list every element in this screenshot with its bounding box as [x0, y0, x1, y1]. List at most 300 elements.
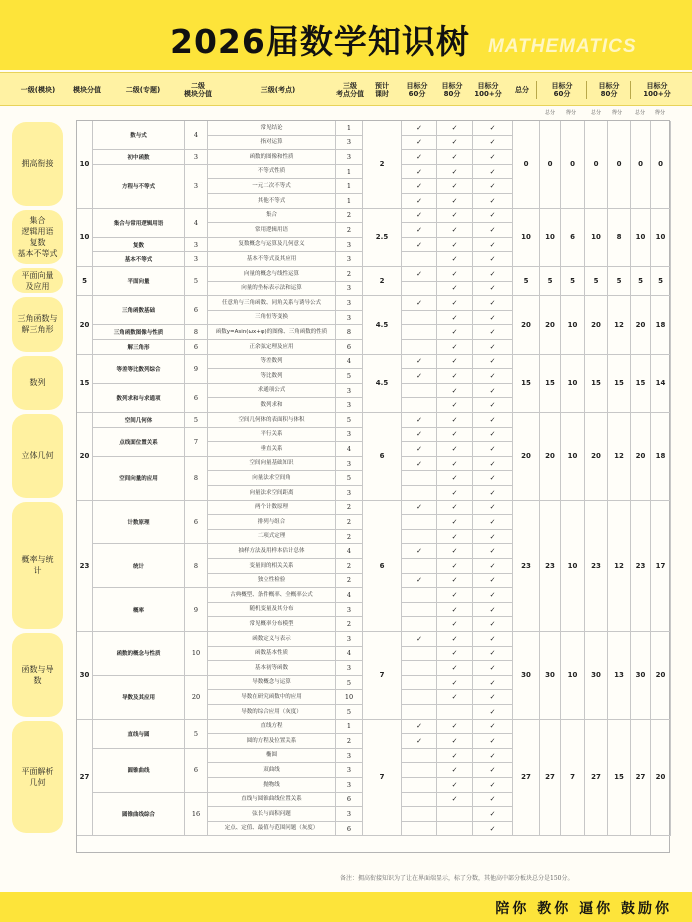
target-check-60[interactable] — [402, 252, 437, 267]
target-check-60[interactable] — [402, 647, 437, 662]
point-score: 4 — [336, 442, 363, 457]
target-check-80[interactable]: ✓ — [437, 194, 473, 209]
target-check-100[interactable]: ✓ — [473, 267, 513, 282]
module-score: 20 — [77, 296, 93, 354]
target-check-100[interactable]: ✓ — [473, 603, 513, 618]
target-check-80[interactable]: ✓ — [437, 442, 473, 457]
module-label: 平面向量 及应用 — [12, 268, 63, 293]
target-check-60[interactable]: ✓ — [402, 413, 437, 428]
target-check-80[interactable]: ✓ — [437, 676, 473, 691]
target-check-60[interactable]: ✓ — [402, 296, 437, 311]
topic-score: 6 — [185, 501, 208, 545]
module-sum-2: 6 — [561, 209, 585, 267]
target-check-60[interactable]: ✓ — [402, 194, 437, 209]
point-name: 数列求和 — [208, 398, 336, 413]
topic-score: 8 — [185, 457, 208, 501]
module-sum-5: 20 — [631, 413, 651, 501]
target-check-80[interactable]: ✓ — [437, 661, 473, 676]
point-name: 等比数列 — [208, 369, 336, 384]
target-check-100[interactable]: ✓ — [473, 676, 513, 691]
target-check-80[interactable]: ✓ — [437, 486, 473, 501]
target-check-100[interactable]: ✓ — [473, 661, 513, 676]
target-check-60[interactable]: ✓ — [402, 165, 437, 180]
point-score: 1 — [336, 121, 363, 136]
target-check-60[interactable]: ✓ — [402, 720, 437, 735]
target-check-100[interactable]: ✓ — [473, 763, 513, 778]
point-name: 古典概型、条件概率、全概率公式 — [208, 588, 336, 603]
col-l2-score: 二级 模块分值 — [184, 82, 212, 98]
target-check-100[interactable]: ✓ — [473, 369, 513, 384]
target-check-60[interactable]: ✓ — [402, 574, 437, 589]
target-check-80[interactable]: ✓ — [437, 763, 473, 778]
header-divider — [630, 81, 631, 99]
module-total: 30 — [513, 632, 540, 720]
point-score: 5 — [336, 676, 363, 691]
target-check-60[interactable]: ✓ — [402, 223, 437, 238]
target-check-100[interactable]: ✓ — [473, 238, 513, 253]
module-score: 23 — [77, 501, 93, 632]
target-check-80[interactable]: ✓ — [437, 544, 473, 559]
target-check-100[interactable]: ✓ — [473, 486, 513, 501]
point-name: 集合 — [208, 209, 336, 224]
topic-name: 概率 — [93, 588, 185, 632]
target-check-100[interactable]: ✓ — [473, 398, 513, 413]
target-check-80[interactable]: ✓ — [437, 384, 473, 399]
module-sum-3: 20 — [585, 413, 608, 501]
module-sum-4: 13 — [608, 632, 631, 720]
module-sum-2: 10 — [561, 296, 585, 354]
target-check-100[interactable]: ✓ — [473, 442, 513, 457]
col-group-80: 目标分 80分 — [598, 82, 620, 98]
target-check-80[interactable] — [437, 822, 473, 837]
target-check-60[interactable]: ✓ — [402, 442, 437, 457]
target-check-100[interactable]: ✓ — [473, 793, 513, 808]
target-check-60[interactable]: ✓ — [402, 355, 437, 370]
target-check-60[interactable]: ✓ — [402, 544, 437, 559]
point-name: 圆的方程及位置关系 — [208, 734, 336, 749]
point-score: 2 — [336, 734, 363, 749]
target-check-80[interactable]: ✓ — [437, 325, 473, 340]
point-score: 3 — [336, 136, 363, 151]
module-hours: 2 — [363, 121, 402, 209]
point-score: 3 — [336, 384, 363, 399]
module-sum-3: 27 — [585, 720, 608, 837]
module-sum-3: 23 — [585, 501, 608, 632]
topic-score: 16 — [185, 793, 208, 837]
target-check-60[interactable]: ✓ — [402, 209, 437, 224]
point-score: 3 — [336, 150, 363, 165]
module-sum-4: 0 — [608, 121, 631, 209]
target-check-100[interactable]: ✓ — [473, 501, 513, 516]
target-check-100[interactable]: ✓ — [473, 544, 513, 559]
module-total: 27 — [513, 720, 540, 837]
target-check-80[interactable]: ✓ — [437, 267, 473, 282]
target-check-60[interactable]: ✓ — [402, 632, 437, 647]
point-score: 3 — [336, 296, 363, 311]
target-check-100[interactable]: ✓ — [473, 690, 513, 705]
point-score: 5 — [336, 471, 363, 486]
topic-score: 6 — [185, 340, 208, 355]
point-name: 常见结论 — [208, 121, 336, 136]
topic-name: 圆锥曲线综合 — [93, 793, 185, 837]
target-check-60[interactable] — [402, 603, 437, 618]
target-check-80[interactable]: ✓ — [437, 530, 473, 545]
topic-score: 5 — [185, 267, 208, 296]
target-check-60[interactable]: ✓ — [402, 428, 437, 443]
point-name: 向量法求空间距离 — [208, 486, 336, 501]
target-check-100[interactable]: ✓ — [473, 121, 513, 136]
target-check-60[interactable] — [402, 384, 437, 399]
target-check-80[interactable]: ✓ — [437, 617, 473, 632]
module-score: 15 — [77, 355, 93, 413]
target-check-60[interactable] — [402, 471, 437, 486]
module-hours: 7 — [363, 720, 402, 837]
target-check-100[interactable]: ✓ — [473, 223, 513, 238]
point-name: 三角恒等变换 — [208, 311, 336, 326]
target-check-80[interactable]: ✓ — [437, 647, 473, 662]
module-sum-2: 5 — [561, 267, 585, 296]
target-check-80[interactable]: ✓ — [437, 398, 473, 413]
target-check-60[interactable] — [402, 282, 437, 297]
topic-score: 6 — [185, 749, 208, 793]
target-check-100[interactable]: ✓ — [473, 136, 513, 151]
target-check-80[interactable]: ✓ — [437, 588, 473, 603]
target-check-60[interactable] — [402, 793, 437, 808]
target-check-80[interactable]: ✓ — [437, 720, 473, 735]
module-hours: 7 — [363, 632, 402, 720]
target-check-80[interactable]: ✓ — [437, 311, 473, 326]
target-check-100[interactable]: ✓ — [473, 325, 513, 340]
point-name: 复数概念与运算及几何意义 — [208, 238, 336, 253]
topic-name: 解三角形 — [93, 340, 185, 355]
target-check-100[interactable]: ✓ — [473, 559, 513, 574]
column-header-bar — [0, 72, 692, 106]
point-score: 3 — [336, 398, 363, 413]
point-score: 3 — [336, 282, 363, 297]
target-check-60[interactable] — [402, 617, 437, 632]
point-score: 2 — [336, 574, 363, 589]
target-check-80[interactable]: ✓ — [437, 252, 473, 267]
target-check-80[interactable]: ✓ — [437, 121, 473, 136]
target-check-60[interactable] — [402, 311, 437, 326]
target-check-60[interactable] — [402, 515, 437, 530]
target-check-60[interactable] — [402, 559, 437, 574]
point-score: 3 — [336, 252, 363, 267]
module-sum-6: 18 — [651, 413, 671, 501]
target-check-100[interactable]: ✓ — [473, 150, 513, 165]
target-check-60[interactable] — [402, 807, 437, 822]
module-sum-5: 15 — [631, 355, 651, 413]
module-sum-3: 20 — [585, 296, 608, 354]
target-check-80[interactable]: ✓ — [437, 457, 473, 472]
topic-score: 9 — [185, 355, 208, 384]
module-label: 集合 逻辑用语 复数 基本不等式 — [12, 210, 63, 264]
point-name: 基本初等函数 — [208, 661, 336, 676]
col-group-60: 目标分 60分 — [551, 82, 573, 98]
target-check-100[interactable]: ✓ — [473, 296, 513, 311]
target-check-60[interactable]: ✓ — [402, 150, 437, 165]
topic-score: 10 — [185, 632, 208, 676]
target-check-80[interactable]: ✓ — [437, 515, 473, 530]
target-check-80[interactable] — [437, 807, 473, 822]
target-check-100[interactable]: ✓ — [473, 574, 513, 589]
topic-name: 统计 — [93, 544, 185, 588]
target-check-60[interactable] — [402, 822, 437, 837]
point-score: 4 — [336, 544, 363, 559]
target-check-80[interactable]: ✓ — [437, 778, 473, 793]
target-check-80[interactable]: ✓ — [437, 165, 473, 180]
target-check-60[interactable] — [402, 763, 437, 778]
target-check-80[interactable]: ✓ — [437, 340, 473, 355]
target-check-80[interactable]: ✓ — [437, 471, 473, 486]
module-label: 概率与统 计 — [12, 502, 63, 629]
topic-score: 9 — [185, 588, 208, 632]
module-sum-1: 5 — [540, 267, 561, 296]
module-sum-6: 20 — [651, 720, 671, 837]
target-check-80[interactable]: ✓ — [437, 296, 473, 311]
sub-got-80: 得分 — [611, 110, 622, 116]
topic-name: 函数的概念与性质 — [93, 632, 185, 676]
module-label: 平面解析 几何 — [12, 721, 63, 834]
target-check-80[interactable]: ✓ — [437, 179, 473, 194]
target-check-80[interactable]: ✓ — [437, 603, 473, 618]
point-name: 任意角与三角函数、同角关系与诱导公式 — [208, 296, 336, 311]
target-check-60[interactable]: ✓ — [402, 734, 437, 749]
target-check-100[interactable]: ✓ — [473, 515, 513, 530]
header-divider — [586, 81, 587, 99]
sub-got-100: 得分 — [654, 110, 665, 116]
point-name: 直线方程 — [208, 720, 336, 735]
module-label: 三角函数与 解三角形 — [12, 297, 63, 351]
target-check-80[interactable]: ✓ — [437, 749, 473, 764]
point-name: 随机变量及其分布 — [208, 603, 336, 618]
target-check-100[interactable]: ✓ — [473, 194, 513, 209]
point-name: 函数的图像和性质 — [208, 150, 336, 165]
module-sum-6: 10 — [651, 209, 671, 267]
topic-score: 3 — [185, 252, 208, 267]
module-sum-4: 5 — [608, 267, 631, 296]
module-sum-3: 10 — [585, 209, 608, 267]
module-sum-2: 10 — [561, 413, 585, 501]
target-check-60[interactable]: ✓ — [402, 136, 437, 151]
target-check-100[interactable]: ✓ — [473, 165, 513, 180]
target-check-80[interactable]: ✓ — [437, 369, 473, 384]
target-check-100[interactable]: ✓ — [473, 588, 513, 603]
target-check-80[interactable]: ✓ — [437, 209, 473, 224]
point-name: 定点、定值、最值与范围问题（灰度） — [208, 822, 336, 837]
topic-score: 6 — [185, 296, 208, 325]
module-sum-1: 20 — [540, 413, 561, 501]
module-hours: 2.5 — [363, 209, 402, 267]
module-sum-4: 15 — [608, 355, 631, 413]
topic-score: 7 — [185, 428, 208, 457]
target-check-60[interactable] — [402, 588, 437, 603]
target-check-100[interactable]: ✓ — [473, 807, 513, 822]
target-check-60[interactable]: ✓ — [402, 121, 437, 136]
point-name: 抛物线 — [208, 778, 336, 793]
module-sum-3: 5 — [585, 267, 608, 296]
point-name: 抽样方法及用样本估计总体 — [208, 544, 336, 559]
target-check-80[interactable]: ✓ — [437, 574, 473, 589]
target-check-80[interactable]: ✓ — [437, 559, 473, 574]
target-check-100[interactable]: ✓ — [473, 209, 513, 224]
target-check-80[interactable]: ✓ — [437, 136, 473, 151]
point-name: 正余弦定理及应用 — [208, 340, 336, 355]
module-score: 20 — [77, 413, 93, 501]
point-score: 3 — [336, 238, 363, 253]
target-check-80[interactable] — [437, 705, 473, 720]
topic-name: 空间向量的应用 — [93, 457, 185, 501]
sub-total-100: 总分 — [634, 110, 645, 116]
module-hours: 4.5 — [363, 355, 402, 413]
target-check-80[interactable]: ✓ — [437, 734, 473, 749]
point-name: 独立性检验 — [208, 574, 336, 589]
module-sum-6: 20 — [651, 632, 671, 720]
point-score: 3 — [336, 428, 363, 443]
module-total: 20 — [513, 413, 540, 501]
module-hours: 6 — [363, 413, 402, 501]
target-check-80[interactable]: ✓ — [437, 413, 473, 428]
topic-name: 等差等比数列综合 — [93, 355, 185, 384]
target-check-100[interactable]: ✓ — [473, 720, 513, 735]
point-score: 8 — [336, 325, 363, 340]
col-l3: 三级(考点) — [260, 86, 296, 94]
target-check-100[interactable]: ✓ — [473, 822, 513, 837]
target-check-60[interactable]: ✓ — [402, 267, 437, 282]
module-sum-6: 5 — [651, 267, 671, 296]
module-sum-5: 20 — [631, 296, 651, 354]
point-name: 函数y=Asin(ωx+φ)的图像、三角函数的性质 — [208, 325, 336, 340]
target-check-60[interactable] — [402, 778, 437, 793]
target-check-100[interactable]: ✓ — [473, 428, 513, 443]
target-check-80[interactable]: ✓ — [437, 428, 473, 443]
target-check-60[interactable] — [402, 398, 437, 413]
col-group-100: 目标分 100+分 — [643, 82, 671, 98]
topic-name: 三角函数图像与性质 — [93, 325, 185, 340]
col-target-80: 目标分 80分 — [441, 82, 463, 98]
module-sum-3: 15 — [585, 355, 608, 413]
module-label: 数列 — [12, 356, 63, 410]
target-check-100[interactable]: ✓ — [473, 632, 513, 647]
target-check-100[interactable]: ✓ — [473, 647, 513, 662]
module-total: 5 — [513, 267, 540, 296]
target-check-100[interactable]: ✓ — [473, 340, 513, 355]
target-check-100[interactable]: ✓ — [473, 384, 513, 399]
target-check-60[interactable]: ✓ — [402, 369, 437, 384]
col-target-100: 目标分 100+分 — [474, 82, 502, 98]
target-check-60[interactable]: ✓ — [402, 238, 437, 253]
target-check-100[interactable]: ✓ — [473, 355, 513, 370]
page-subtitle: MATHEMATICS — [488, 36, 637, 57]
topic-score: 3 — [185, 238, 208, 253]
point-score: 3 — [336, 778, 363, 793]
target-check-60[interactable]: ✓ — [402, 179, 437, 194]
target-check-100[interactable]: ✓ — [473, 282, 513, 297]
topic-name: 导数及其应用 — [93, 676, 185, 720]
topic-name: 复数 — [93, 238, 185, 253]
knowledge-table — [76, 120, 670, 853]
module-label: 函数与导 数 — [12, 633, 63, 717]
topic-score: 8 — [185, 325, 208, 340]
target-check-100[interactable]: ✓ — [473, 179, 513, 194]
module-sum-6: 0 — [651, 121, 671, 209]
point-score: 5 — [336, 413, 363, 428]
module-sum-5: 23 — [631, 501, 651, 632]
target-check-100[interactable]: ✓ — [473, 252, 513, 267]
target-check-100[interactable]: ✓ — [473, 778, 513, 793]
topic-name: 三角函数基础 — [93, 296, 185, 325]
target-check-100[interactable]: ✓ — [473, 457, 513, 472]
topic-name: 集合与常用逻辑用语 — [93, 209, 185, 238]
module-hours: 4.5 — [363, 296, 402, 354]
topic-score: 4 — [185, 209, 208, 238]
target-check-60[interactable] — [402, 325, 437, 340]
target-check-80[interactable]: ✓ — [437, 632, 473, 647]
module-total: 10 — [513, 209, 540, 267]
target-check-100[interactable]: ✓ — [473, 749, 513, 764]
target-check-80[interactable]: ✓ — [437, 223, 473, 238]
target-check-80[interactable]: ✓ — [437, 282, 473, 297]
target-check-60[interactable] — [402, 340, 437, 355]
topic-score: 3 — [185, 165, 208, 209]
target-check-60[interactable] — [402, 749, 437, 764]
point-score: 1 — [336, 194, 363, 209]
target-check-100[interactable]: ✓ — [473, 471, 513, 486]
footer-banner — [0, 892, 692, 922]
target-check-80[interactable]: ✓ — [437, 793, 473, 808]
target-check-100[interactable]: ✓ — [473, 311, 513, 326]
target-check-60[interactable] — [402, 676, 437, 691]
point-score: 3 — [336, 807, 363, 822]
target-check-80[interactable]: ✓ — [437, 238, 473, 253]
topic-name: 直线与圆 — [93, 720, 185, 749]
target-check-60[interactable] — [402, 530, 437, 545]
target-check-80[interactable]: ✓ — [437, 355, 473, 370]
target-check-100[interactable]: ✓ — [473, 705, 513, 720]
point-name: 双曲线 — [208, 763, 336, 778]
point-score: 4 — [336, 355, 363, 370]
sub-got-60: 得分 — [565, 110, 576, 116]
module-sum-2: 10 — [561, 501, 585, 632]
point-score: 2 — [336, 209, 363, 224]
target-check-60[interactable] — [402, 690, 437, 705]
target-check-80[interactable]: ✓ — [437, 501, 473, 516]
target-check-60[interactable]: ✓ — [402, 501, 437, 516]
module-sum-1: 30 — [540, 632, 561, 720]
col-target-60: 目标分 60分 — [406, 82, 428, 98]
module-sum-2: 7 — [561, 720, 585, 837]
target-check-60[interactable] — [402, 661, 437, 676]
module-sum-5: 27 — [631, 720, 651, 837]
target-check-80[interactable]: ✓ — [437, 690, 473, 705]
target-check-100[interactable]: ✓ — [473, 617, 513, 632]
point-name: 向量的坐标表示法和运算 — [208, 282, 336, 297]
point-name: 直线与圆锥曲线位置关系 — [208, 793, 336, 808]
point-score: 4 — [336, 647, 363, 662]
target-check-80[interactable]: ✓ — [437, 150, 473, 165]
target-check-60[interactable] — [402, 705, 437, 720]
point-name: 基本不等式及其应用 — [208, 252, 336, 267]
point-name: 向量法求空间角 — [208, 471, 336, 486]
target-check-60[interactable] — [402, 486, 437, 501]
target-check-100[interactable]: ✓ — [473, 530, 513, 545]
module-hours: 2 — [363, 267, 402, 296]
topic-score: 5 — [185, 720, 208, 749]
point-score: 1 — [336, 179, 363, 194]
target-check-100[interactable]: ✓ — [473, 413, 513, 428]
target-check-60[interactable]: ✓ — [402, 457, 437, 472]
target-check-100[interactable]: ✓ — [473, 734, 513, 749]
